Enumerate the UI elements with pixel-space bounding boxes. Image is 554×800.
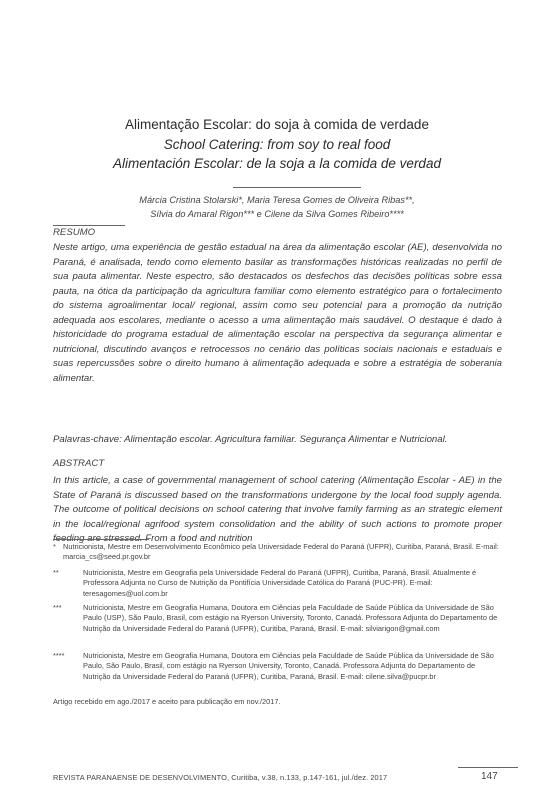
- title-english: School Catering: from soy to real food: [163, 136, 391, 152]
- page-number: 147: [481, 771, 498, 782]
- journal-citation: REVISTA PARANAENSE DE DESENVOLVIMENTO, Curitiba, v.38, n.133, p.147-161, jul./dez. 2017: [53, 773, 388, 782]
- footer-rule: [458, 767, 518, 768]
- footnote-2: [53, 568, 502, 599]
- footnote-1-mark: *: [53, 542, 56, 551]
- footnote-4-text: Nutricionista, Mestre em Geografia Humana, Doutora em Ciências pela Faculdade de Saúde Pública da Universidade de São Paulo, São Paulo, Brasil, com estágio na Ryerson University, Toronto, Canadá. Professora Adjunta do Departamento de Nutrição da Universidade Federal do Paraná (UFPR), Curitiba, Paraná, Brasil. E-mail: cilene.silva@pucpr.br: [83, 651, 494, 681]
- abstract-heading: ABSTRACT: [53, 458, 105, 469]
- resumo-body: Neste artigo, uma experiência de gestão estadual na área da alimentação escolar (AE), desenvolvida no Paraná, é analisada, tendo como elemento basilar as transformações históricas realizadas no perfil de sua pauta alimentar. Neste espectro, são destacados os desfechos das decisões políticas sobre essa pauta, na ótica da participação da agricultura familiar como elemento estratégico para o fortalecimento do sistema agroalimentar local/ regional, assim como seu potencial para a promoção da nutrição adequada aos escolares, mediante o acesso a uma alimentação mais saudável. O destaque é dado à historicidade do programa estadual de alimentação escolar na perspectiva da segurança alimentar e nutricional, discutindo avanços e retrocessos no cenário das políticas sociais nacionais e estaduais e suas repercussões sobre o direito humano à alimentação adequada e sobre a estratégia de soberania alimentar.: [53, 242, 502, 384]
- footnote-3: [53, 603, 502, 634]
- title-portuguese: Alimentação Escolar: do soja à comida de verdade: [125, 117, 429, 132]
- abstract-body: In this article, a case of governmental management of school catering (Alimentação Escolar - AE) in the State of Paraná is discussed based on the transformations undergone by the local food supply agenda. The outcome of political decisions on school catering that involve family farming as an strategic element in the local/regional agrifood system consolidation and the ability of such actions to promote proper feeding are stressed. From a food and nutrition: [53, 475, 502, 544]
- footnote-2-mark: **: [53, 568, 59, 577]
- authors-line-2: Sílvia do Amaral Rigon*** e Cilene da Silva Gomes Ribeiro****: [150, 208, 404, 219]
- footnote-2-text: Nutricionista, Mestre em Geografia pela Universidade Federal do Paraná (UFPR), Curitiba, Paraná, Brasil. Atualmente é Professora Adjunta no Curso de Nutrição da Pontifícia Universidade Católica do Paraná (PUC-PR). E-mail: teresagomes@uol.com.br: [83, 568, 477, 598]
- author-list: [0, 194, 554, 221]
- resumo-rule: [53, 225, 125, 226]
- article-titles: [0, 115, 554, 174]
- footnote-1: [53, 542, 502, 563]
- title-spanish: Alimentación Escolar: de la soja a la comida de verdad: [113, 156, 441, 171]
- authors-line-1: Márcia Cristina Stolarski*, Maria Teresa Gomes de Oliveira Ribas**,: [139, 195, 415, 205]
- footnote-1-text: Nutricionista, Mestre em Desenvolvimento Econômico pela Universidade Federal do Paraná (UFPR), Curitiba, Paraná, Brasil. E-mail: marcia_cs@seed.pr.gov.br: [63, 542, 499, 562]
- keywords: Palavras-chave: Alimentação escolar. Agricultura familiar. Segurança Alimentar e Nutricional.: [53, 434, 448, 445]
- title-divider: [233, 187, 361, 188]
- footnote-4-mark: ****: [53, 651, 65, 660]
- footnote-3-mark: ***: [53, 603, 62, 612]
- footnote-4: [53, 651, 502, 682]
- footnote-3-text: Nutricionista, Mestre em Geografia Humana, Doutora em Ciências pela Faculdade de Saúde Pública da Universidade de São Paulo (USP), São Paulo, Brasil, com estágio na Ryerson University, Toronto, Canadá. Professora Adjunta do Departamento de Nutrição da Universidade Federal do Paraná (UFPR), Curitiba, Paraná, Brasil. E-mail: silviarigon@gmail.com: [83, 603, 498, 633]
- resumo-heading: RESUMO: [53, 227, 96, 238]
- received-note: Artigo recebido em ago./2017 e aceito para publicação em nov./2017.: [53, 697, 281, 706]
- footnote-rule: [53, 539, 149, 540]
